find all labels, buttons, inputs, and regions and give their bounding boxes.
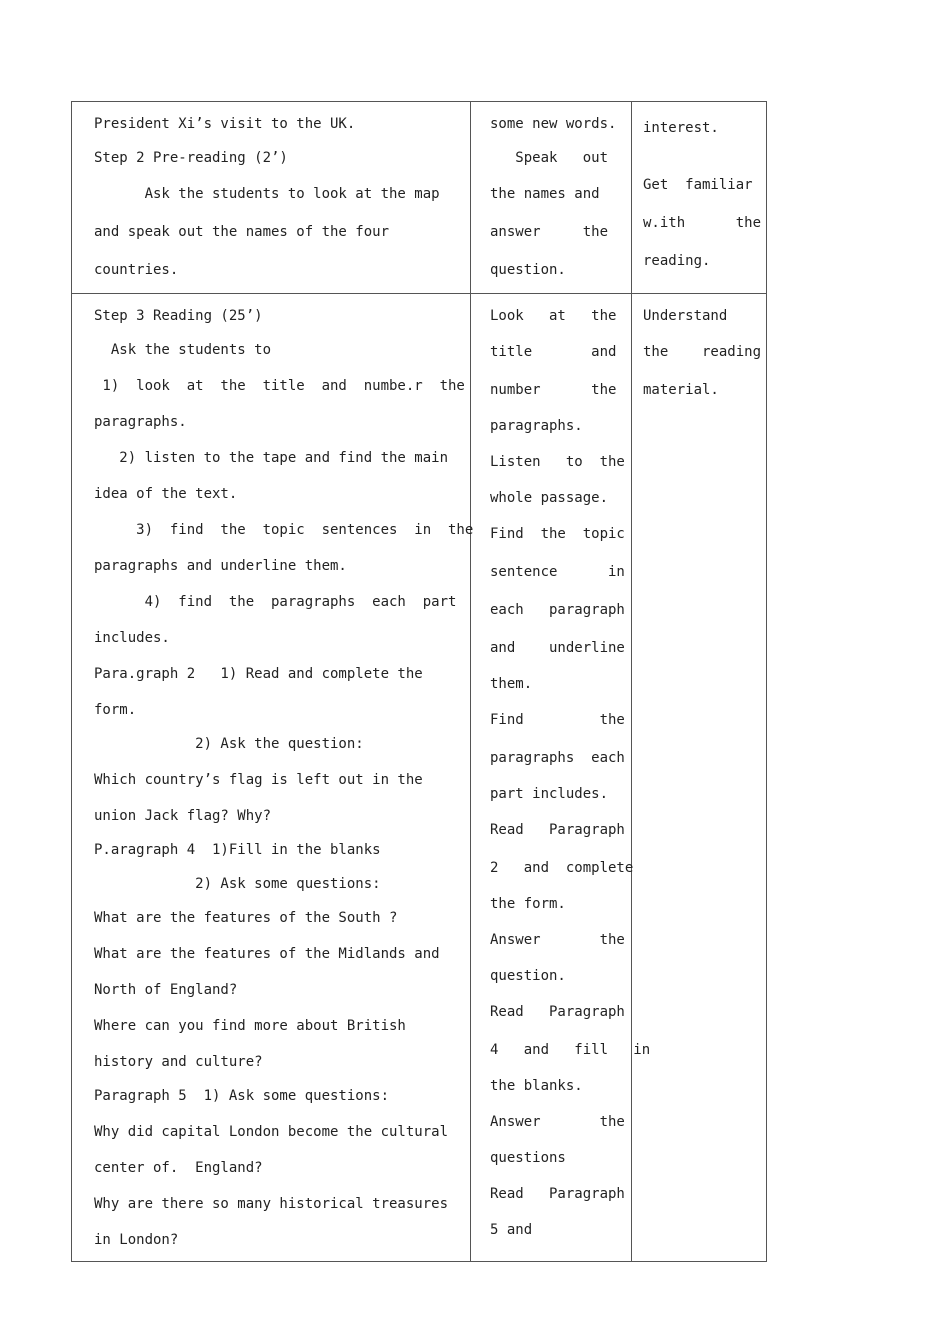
text-line: history and culture? [94, 1054, 263, 1070]
teacher-activity-cell [72, 294, 474, 1262]
text-line: reading. [643, 253, 711, 269]
text-line: countries. [94, 262, 179, 278]
text-line: Step 2 Pre-reading (2’) [94, 150, 288, 166]
text-line: Ask the students to look at the map [94, 186, 440, 202]
text-line: part includes. [490, 786, 609, 802]
student-activity-cell [471, 102, 632, 294]
text-line: What are the features of the South ? [94, 910, 398, 926]
text-line: and speak out the names of the four [94, 224, 390, 240]
text-line: Why are there so many historical treasures [94, 1196, 449, 1212]
text-line: union Jack flag? Why? [94, 808, 272, 824]
text-line: 3) find the topic sentences in the [94, 522, 474, 538]
text-line: President Xi’s visit to the UK. [94, 116, 356, 132]
text-line: Find the topic [490, 526, 625, 542]
text-line: Listen to the [490, 454, 625, 470]
text-line: Look at the [490, 308, 617, 324]
text-line: Paragraph 5 1) Ask some questions: [94, 1088, 390, 1104]
lesson-plan-table [71, 101, 767, 1262]
text-line: the form. [490, 896, 566, 912]
student-activity-cell [471, 294, 651, 1262]
text-line: form. [94, 702, 137, 718]
table-row [72, 102, 767, 294]
text-line: the names and [490, 186, 600, 202]
text-line: sentence in [490, 564, 625, 580]
text-line: paragraphs and underline them. [94, 558, 347, 574]
text-line: the blanks. [490, 1078, 583, 1094]
text-line: 1) look at the title and numbe.r the [94, 378, 465, 394]
text-line: 2 and complete [490, 860, 634, 876]
text-line: interest. [643, 120, 719, 136]
text-line: Get familiar [643, 177, 753, 193]
text-line: North of England? [94, 982, 238, 998]
text-line: question. [490, 968, 566, 984]
text-line: Where can you find more about British [94, 1018, 406, 1034]
text-line: title and [490, 344, 617, 360]
text-line: Answer the [490, 932, 625, 948]
text-line: 2) Ask the question: [94, 736, 364, 752]
text-line: and underline [490, 640, 625, 656]
text-line: Which country’s flag is left out in the [94, 772, 423, 788]
text-line: 4 and fill in [490, 1042, 651, 1058]
text-line: idea of the text. [94, 486, 238, 502]
text-line: answer the [490, 224, 609, 240]
text-line: them. [490, 676, 533, 692]
text-line: What are the features of the Midlands and [94, 946, 440, 962]
text-line: questions [490, 1150, 566, 1166]
text-line: 5 and [490, 1222, 533, 1238]
purpose-cell [632, 102, 767, 294]
text-line: 4) find the paragraphs each part [94, 594, 457, 610]
text-line: includes. [94, 630, 170, 646]
text-line: 2) Ask some questions: [94, 876, 381, 892]
text-line: each paragraph [490, 602, 625, 618]
text-line: in London? [94, 1232, 179, 1248]
text-line: Understand [643, 308, 728, 324]
text-line: Read Paragraph [490, 1186, 625, 1202]
text-line: the reading [643, 344, 762, 360]
text-line: material. [643, 382, 719, 398]
text-line: center of. England? [94, 1160, 263, 1176]
text-line: Para.graph 2 1) Read and complete the [94, 666, 423, 682]
text-line: Read Paragraph [490, 1004, 625, 1020]
purpose-cell [632, 294, 767, 1262]
text-line: whole passage. [490, 490, 609, 506]
text-line: number the [490, 382, 617, 398]
teacher-activity-cell [72, 102, 471, 294]
text-line: Step 3 Reading (25’) [94, 308, 263, 324]
text-line: question. [490, 262, 566, 278]
text-line: some new words. [490, 116, 617, 132]
text-line: paragraphs. [94, 414, 187, 430]
table-row [72, 294, 767, 1262]
text-line: Ask the students to [94, 342, 272, 358]
text-line: paragraphs each [490, 750, 625, 766]
text-line: w.ith the [643, 215, 762, 231]
text-line: Answer the [490, 1114, 625, 1130]
text-line: Find the [490, 712, 625, 728]
text-line: Why did capital London become the cultural [94, 1124, 449, 1140]
text-line: Speak out [490, 150, 609, 166]
text-line: Read Paragraph [490, 822, 625, 838]
text-line: P.aragraph 4 1)Fill in the blanks [94, 842, 381, 858]
text-line: paragraphs. [490, 418, 583, 434]
text-line: 2) listen to the tape and find the main [94, 450, 449, 466]
